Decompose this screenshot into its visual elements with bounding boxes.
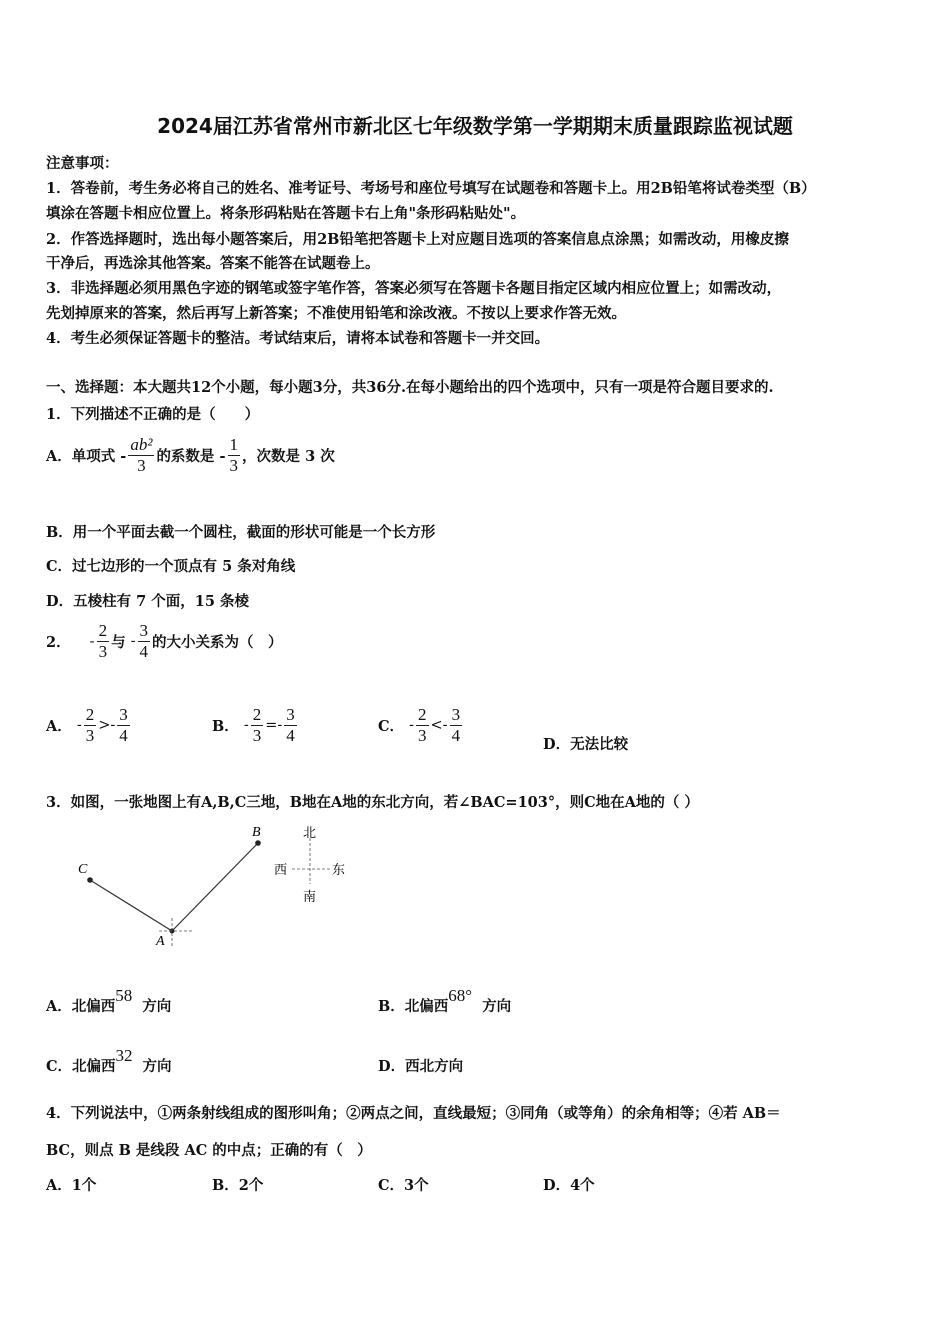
q4-stem-line2: BC，则点 B 是线段 AC 的中点；正确的有（ ）: [46, 1142, 372, 1159]
q4-option-d: D．4个: [543, 1177, 595, 1194]
section-heading: 一、选择题：本大题共12个小题，每小题3分，共36分.在每小题给出的四个选项中，只有一项是符合题目要求的.: [46, 379, 774, 396]
notice-line: 4．考生必须保证答题卡的整洁。考试结束后，请将本试卷和答题卡一并交回。: [46, 330, 550, 347]
fraction: $\frac{\text{ab²}}{3}$: [130, 435, 153, 475]
q2-option-d: D．无法比较: [543, 736, 629, 753]
fraction: $\frac{2}{3}$: [98, 621, 108, 661]
q3-figure: [60, 818, 360, 958]
notice-line: 3．非选择题必须用黑色字迹的钢笔或签字笔作答，答案必须写在答题卡各题目指定区域内相应位置上；如需改动，: [46, 280, 782, 297]
q4-stem-line1: 4．下列说法中，①两条射线组成的图形叫角；②两点之间，直线最短；③同角（或等角）的余角相等；④若 AB＝: [46, 1105, 781, 1122]
page-title: 2024届江苏省常州市新北区七年级数学第一学期期末质量跟踪监视试题: [157, 114, 793, 138]
notice-line: 2．作答选择题时，选出每小题答案后，用2B铅笔把答题卡上对应题目选项的答案信息点涂黑；如需改动，用橡皮擦: [46, 231, 789, 248]
q3-option-a: A．北偏西58方向: [46, 986, 172, 1015]
compass-north: 北: [303, 826, 317, 841]
q4-option-b: B．2个: [212, 1177, 264, 1194]
q4-option-c: C．3个: [378, 1177, 429, 1194]
q2-option-b: B． - $\frac{2}{3}$ =- $\frac{3}{4}$: [212, 705, 295, 745]
label-A: A: [156, 934, 165, 949]
point-B: [255, 840, 261, 846]
compass-south: 南: [303, 890, 317, 905]
q2-stem: 2． - $\frac{2}{3}$ 与 - $\frac{3}{4}$ 的大小关系为（ ）: [46, 621, 283, 661]
point-C: [87, 877, 93, 883]
q1-option-b: B．用一个平面去截一个圆柱，截面的形状可能是一个长方形: [46, 524, 436, 541]
q3-option-c: C．北偏西32方向: [46, 1046, 172, 1075]
line-AC: [90, 880, 172, 931]
fraction: $\frac{1}{3}$: [229, 435, 239, 475]
notice-line: 1．答卷前，考生务必将自己的姓名、准考证号、考场号和座位号填写在试题卷和答题卡上。用2B铅笔将试卷类型（B）: [46, 180, 816, 197]
q1-option-c: C．过七边形的一个顶点有 5 条对角线: [46, 558, 296, 575]
notice-line: 干净后，再选涂其他答案。答案不能答在试题卷上。: [46, 255, 380, 272]
compass-east: 东: [332, 863, 346, 878]
q3-stem: 3．如图，一张地图上有A,B,C三地，B地在A地的东北方向，若∠BAC=103°，则C地在A地的（ ）: [46, 794, 699, 811]
label-B: B: [252, 825, 261, 840]
notice-line: 填涂在答题卡相应位置上。将条形码粘贴在答题卡右上角"条形码粘贴处"。: [46, 205, 526, 222]
q2-option-a: A． - $\frac{2}{3}$ >- $\frac{3}{4}$: [46, 705, 128, 745]
q1-option-a: A．单项式 - $\frac{\text{ab²}}{3}$ 的系数是 - $\frac{1}{3}$ ，次数是 3 次: [46, 435, 335, 475]
q1-stem: 1．下列描述不正确的是（ ）: [46, 406, 260, 423]
q3-option-d: D．西北方向: [378, 1058, 464, 1075]
q4-option-a: A．1个: [46, 1177, 97, 1194]
notice-line: 先划掉原来的答案，然后再写上新答案；不准使用铅笔和涂改液。不按以上要求作答无效。: [46, 305, 626, 322]
notice-heading: 注意事项：: [46, 155, 119, 172]
q3-option-b: B．北偏西68°方向: [378, 986, 512, 1015]
label-C: C: [78, 862, 88, 877]
compass-west: 西: [274, 863, 288, 878]
fraction: $\frac{3}{4}$: [139, 621, 149, 661]
line-AB: [172, 843, 258, 931]
q2-option-c: C． - $\frac{2}{3}$ <- $\frac{3}{4}$: [378, 705, 461, 745]
q1-option-d: D．五棱柱有 7 个面，15 条棱: [46, 593, 249, 610]
